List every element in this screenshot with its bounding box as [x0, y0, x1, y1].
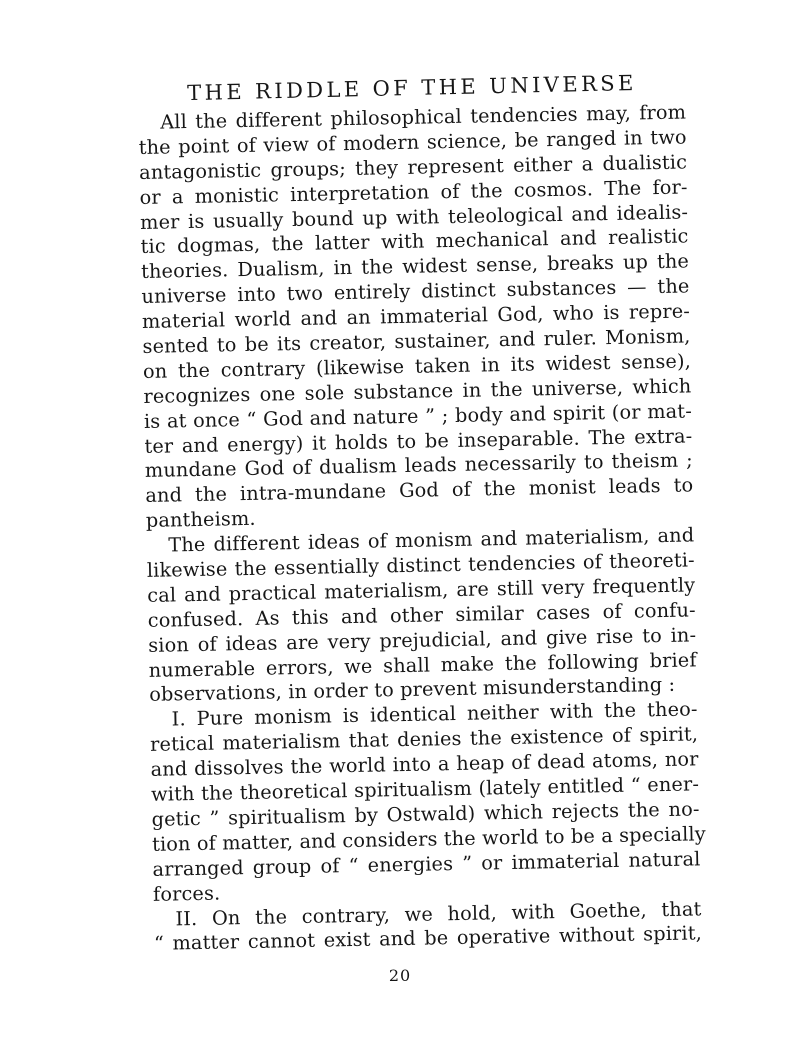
text-line: or a monistic interpretation of the cosmos. The for-	[139, 175, 688, 209]
text-line: sented to be its creator, sustainer, and ruler. Monism,	[142, 324, 691, 358]
text-line: material world and an immaterial God, who is repre-	[141, 299, 691, 334]
text-line: is at once “ God and nature ” ; body and spirit (or mat-	[143, 399, 693, 433]
text-line: forces.	[152, 881, 221, 906]
text-line: universe into two entirely distinct substances — the	[141, 274, 690, 309]
text-line: getic ” spiritualism by Ostwald) which rejects the no-	[151, 797, 700, 831]
body-text	[138, 100, 707, 957]
text-line: observations, in order to prevent misunderstanding :	[148, 673, 676, 707]
page-number: 20	[388, 966, 412, 985]
text-line: likewise the essentially distinct tendencies of theoreti-	[146, 548, 695, 582]
text-line: ter and energy) it holds to be inseparable. The extra-	[144, 423, 693, 458]
text-line: antagonistic groups; they represent either a dualistic	[138, 150, 688, 184]
text-line: tic dogmas, the latter with mechanical and realistic	[140, 224, 689, 259]
text-line: and dissolves the world into a heap of dead atoms, nor	[150, 747, 699, 782]
text-line: cal and practical materialism, are still very frequently	[147, 573, 696, 607]
text-line: “ matter cannot exist and be operative without spirit,	[153, 921, 703, 956]
text-line: I. Pure monism is identical neither with the theo-	[171, 697, 698, 731]
text-line: The different ideas of monism and materialism, and	[168, 523, 695, 557]
text-line: mer is usually bound up with teleological and idealis-	[139, 200, 689, 234]
text-line: II. On the contrary, we hold, with Goethe, that	[175, 896, 702, 930]
text-line: theories. Dualism, in the widest sense, breaks up the	[140, 249, 690, 284]
text-line: mundane God of dualism leads necessarily to theism ;	[144, 448, 694, 483]
text-line: recognizes one sole substance in the universe, which	[143, 374, 692, 408]
text-line: sion of ideas are very prejudicial, and give rise to in-	[148, 623, 697, 657]
text-line: pantheism.	[145, 507, 256, 533]
text-line: numerable errors, we shall make the following brief	[148, 647, 697, 682]
text-line: on the contrary (likewise taken in its widest sense),	[142, 349, 692, 383]
text-line: All the different philosophical tendencies may, from	[159, 100, 687, 134]
text-line: tion of matter, and considers the world to be a specially	[151, 822, 707, 856]
text-line: arranged group of “ energies ” or immaterial natural	[152, 847, 701, 881]
text-line: with the theoretical spiritualism (lately entitled “ ener-	[150, 772, 700, 806]
text-line: and the intra-mundane God of the monist leads to	[145, 473, 694, 508]
running-title: THE RIDDLE OF THE UNIVERSE	[186, 70, 638, 106]
text-line: the point of view of modern science, be ranged in two	[138, 125, 687, 159]
text-line: confused. As this and other similar cases of confu-	[147, 598, 696, 632]
text-line: retical materialism that denies the existence of spirit,	[149, 722, 699, 757]
